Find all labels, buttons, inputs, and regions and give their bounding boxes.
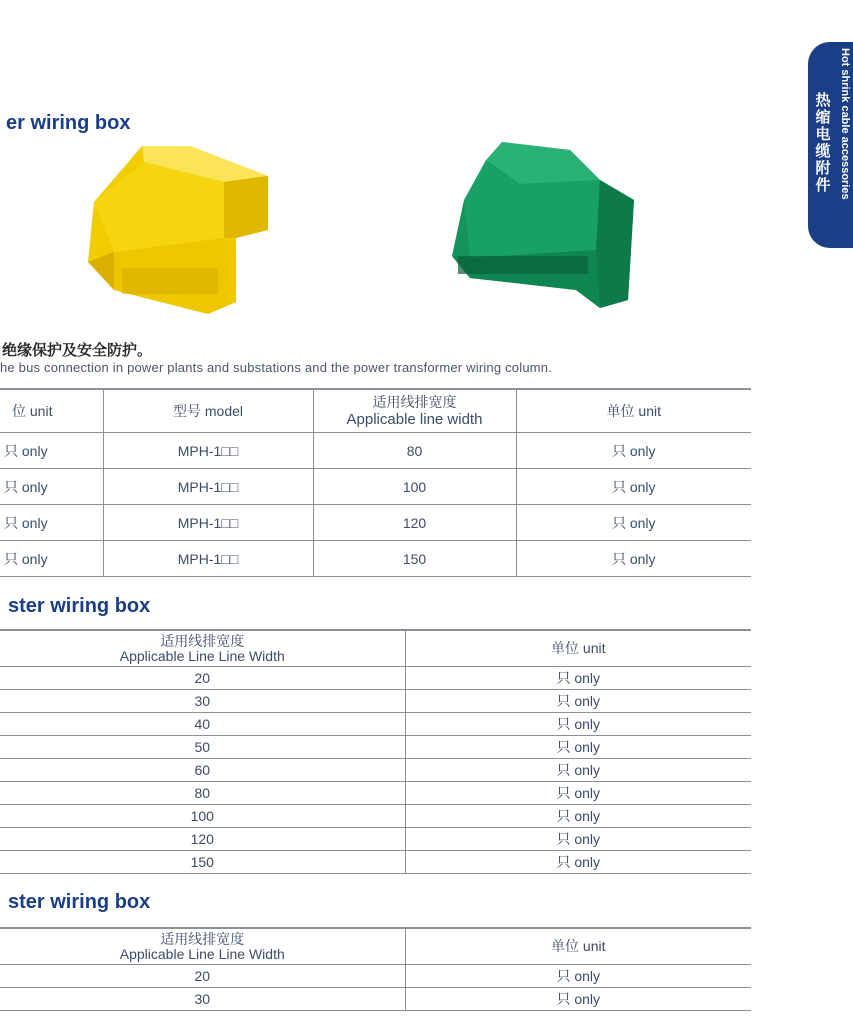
table-row xyxy=(0,851,751,874)
cell-width: 150 xyxy=(0,851,405,874)
header-unit-partial: 位 unit xyxy=(0,389,103,433)
cell-model: MPH-1□□ xyxy=(103,505,313,541)
cell-width: 80 xyxy=(0,782,405,805)
table-row xyxy=(0,805,751,828)
header-applicable-width: 适用线排宽度 Applicable line width xyxy=(313,389,516,433)
cell-unit: 只 only xyxy=(405,759,751,782)
cell-width: 20 xyxy=(0,965,405,988)
table-row xyxy=(0,828,751,851)
cell-width: 30 xyxy=(0,690,405,713)
cell-unit: 只 only xyxy=(516,433,751,469)
table-row xyxy=(0,759,751,782)
cell-model: MPH-1□□ xyxy=(103,433,313,469)
header-unit: 单位 unit xyxy=(405,630,751,667)
section1-description-english: he bus connection in power plants and substations and the power transformer wiring column. xyxy=(0,360,553,375)
table-header-row xyxy=(0,630,751,667)
cell-unit: 只 only xyxy=(405,988,751,1011)
table-row xyxy=(0,782,751,805)
header-model: 型号 model xyxy=(103,389,313,433)
table-row xyxy=(0,433,751,469)
yellow-wiring-box-image xyxy=(84,142,270,317)
cell-left-unit: 只 only xyxy=(0,469,103,505)
section3-spec-table xyxy=(0,927,751,1011)
cell-unit: 只 only xyxy=(405,828,751,851)
cell-unit: 只 only xyxy=(405,690,751,713)
cell-model: MPH-1□□ xyxy=(103,541,313,577)
cell-unit: 只 only xyxy=(405,736,751,759)
table-header-row xyxy=(0,389,751,433)
section2-title: ster wiring box xyxy=(8,595,151,617)
cell-width: 100 xyxy=(313,469,516,505)
cell-left-unit: 只 only xyxy=(0,433,103,469)
cell-unit: 只 only xyxy=(405,667,751,690)
cell-width: 80 xyxy=(313,433,516,469)
cell-width: 30 xyxy=(0,988,405,1011)
cell-width: 20 xyxy=(0,667,405,690)
cell-unit: 只 only xyxy=(516,541,751,577)
cell-width: 100 xyxy=(0,805,405,828)
header-applicable-width: 适用线排宽度 Applicable Line Line Width xyxy=(0,630,405,667)
cell-unit: 只 only xyxy=(405,782,751,805)
side-tab-english-label: Hot shrink cable accessories xyxy=(839,48,851,200)
section1-description-chinese: 绝缘保护及安全防护。 xyxy=(2,342,153,359)
section2-spec-table xyxy=(0,629,751,874)
section1-title: er wiring box xyxy=(6,112,131,134)
table-header-row xyxy=(0,928,751,965)
side-tab-chinese-label: 热缩电缆附件 xyxy=(815,92,831,194)
cell-left-unit: 只 only xyxy=(0,541,103,577)
table-row xyxy=(0,667,751,690)
side-category-tab xyxy=(808,42,853,248)
cell-width: 60 xyxy=(0,759,405,782)
table-row xyxy=(0,469,751,505)
cell-unit: 只 only xyxy=(405,965,751,988)
header-unit: 单位 unit xyxy=(405,928,751,965)
table-row xyxy=(0,505,751,541)
table-row xyxy=(0,988,751,1011)
table-row xyxy=(0,690,751,713)
header-unit: 单位 unit xyxy=(516,389,751,433)
cell-left-unit: 只 only xyxy=(0,505,103,541)
cell-width: 120 xyxy=(0,828,405,851)
table-row xyxy=(0,736,751,759)
cell-width: 40 xyxy=(0,713,405,736)
table-row xyxy=(0,965,751,988)
cell-unit: 只 only xyxy=(405,805,751,828)
section1-spec-table xyxy=(0,388,751,577)
table-row xyxy=(0,713,751,736)
header-applicable-width: 适用线排宽度 Applicable Line Line Width xyxy=(0,928,405,965)
cell-width: 150 xyxy=(313,541,516,577)
cell-width: 50 xyxy=(0,736,405,759)
cell-unit: 只 only xyxy=(516,469,751,505)
table-row xyxy=(0,541,751,577)
cell-model: MPH-1□□ xyxy=(103,469,313,505)
cell-width: 120 xyxy=(313,505,516,541)
cell-unit: 只 only xyxy=(516,505,751,541)
green-wiring-box-image xyxy=(450,140,636,310)
cell-unit: 只 only xyxy=(405,713,751,736)
cell-unit: 只 only xyxy=(405,851,751,874)
section3-title: ster wiring box xyxy=(8,891,151,913)
